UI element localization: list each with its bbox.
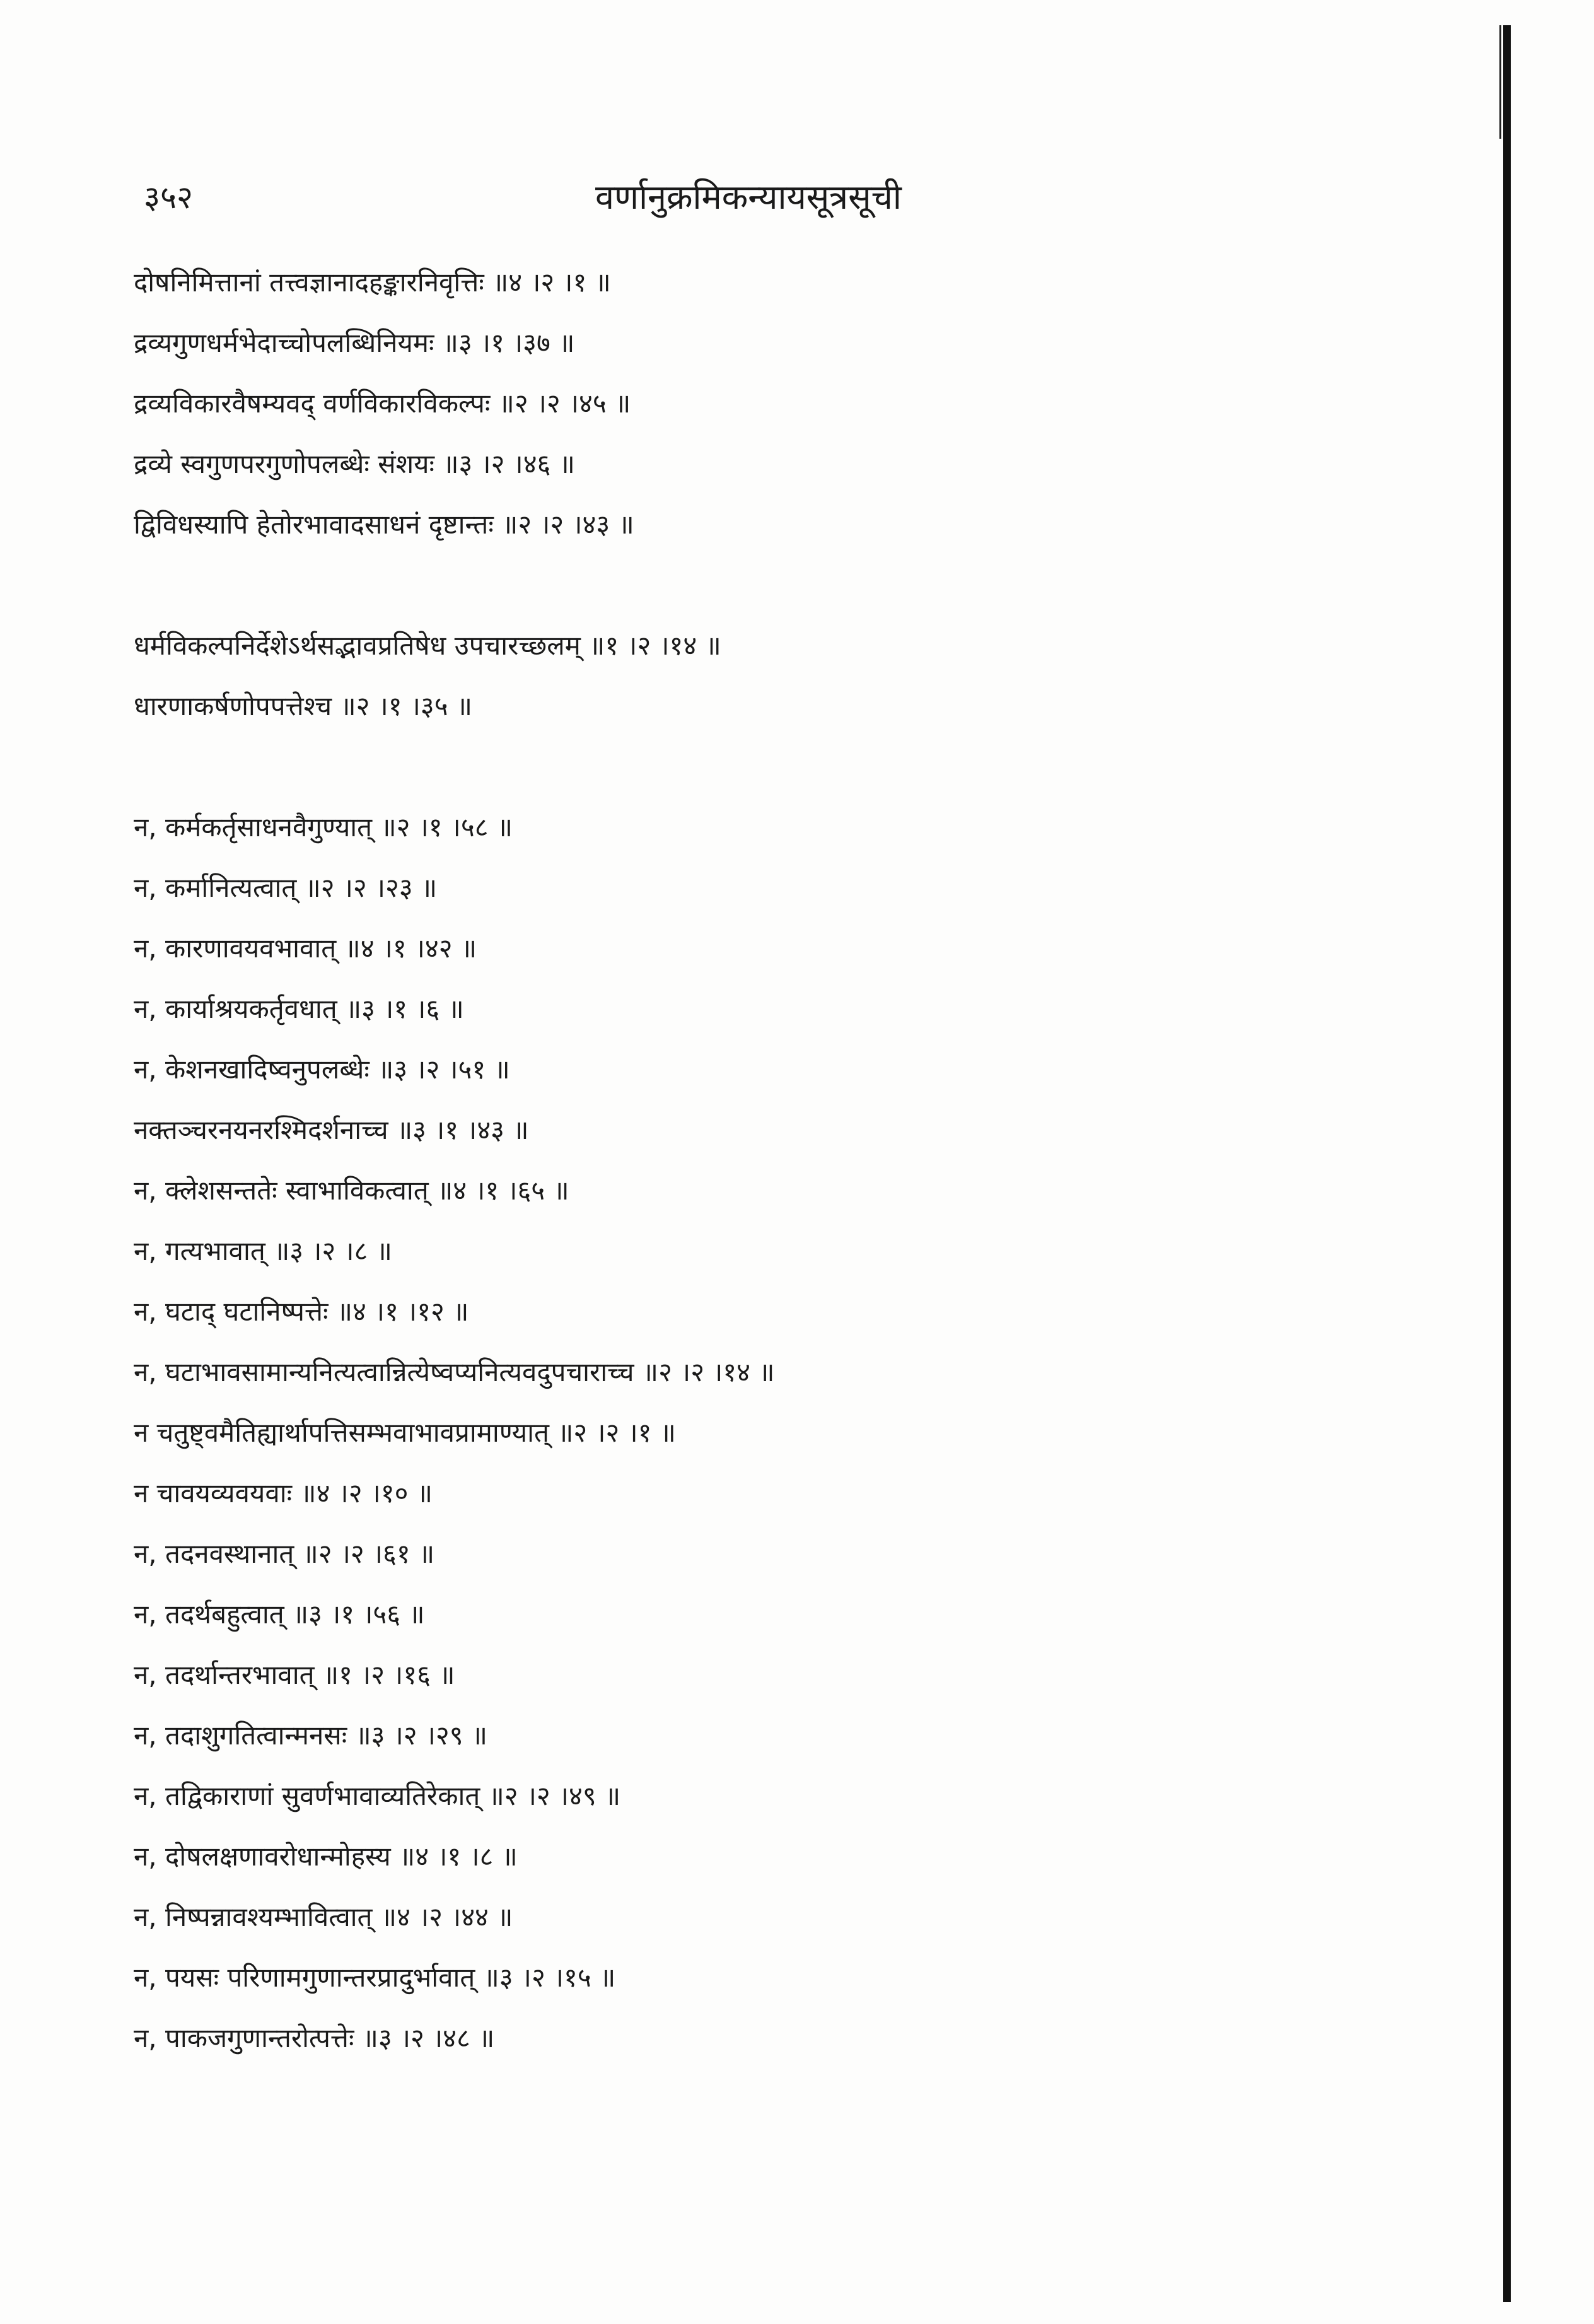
sutra-entry: न, पयसः परिणामगुणान्तरप्रादुर्भावात् ॥३ ।२ ।१५ ॥	[134, 1962, 616, 1993]
sutra-entry: न, कर्मानित्यत्वात् ॥२ ।२ ।२३ ॥	[134, 872, 438, 903]
sutra-entry: न चतुष्ट्वमैतिह्यार्थापत्तिसम्भवाभावप्रामाण्यात् ॥२ ।२ ।१ ॥	[134, 1417, 676, 1448]
sutra-entry: न, निष्पन्नावश्यम्भावित्वात् ॥४ ।२ ।४४ ॥	[134, 1901, 513, 1932]
sutra-entry: नक्तञ्चरनयनरश्मिदर्शनाच्च ॥३ ।१ ।४३ ॥	[134, 1114, 529, 1145]
sutra-entry: न, कारणावयवभावात् ॥४ ।१ ।४२ ॥	[134, 933, 477, 964]
sutra-entry: न, तद्विकाराणां सुवर्णभावाव्यतिरेकात् ॥२ ।२ ।४९ ॥	[134, 1780, 621, 1811]
sutra-entry: न, दोषलक्षणावरोधान्मोहस्य ॥४ ।१ ।८ ॥	[134, 1841, 518, 1872]
sutra-entry: दोषनिमित्तानां तत्त्वज्ञानादहङ्कारनिवृत्तिः ॥४ ।२ ।१ ॥	[134, 267, 611, 298]
sutra-entry: धर्मविकल्पनिर्देशेऽर्थसद्भावप्रतिषेध उपचारच्छलम् ॥१ ।२ ।१४ ॥	[134, 630, 721, 661]
running-head-title: वर्णानुक्रमिकन्यायसूत्रसूची	[595, 177, 902, 217]
sutra-index-list	[134, 252, 1363, 2069]
sutra-entry: द्रव्यगुणधर्मभेदाच्चोपलब्धिनियमः ॥३ ।१ ।३७ ॥	[134, 327, 575, 358]
sutra-entry: न, घटाद् घटानिष्पत्तेः ॥४ ।१ ।१२ ॥	[134, 1296, 469, 1327]
sutra-entry: न, कार्याश्रयकर्तृवधात् ॥३ ।१ ।६ ॥	[134, 993, 464, 1024]
scan-binding-edge-mark	[1499, 25, 1501, 139]
sutra-entry: न, तदर्थबहुत्वात् ॥३ ।१ ।५६ ॥	[134, 1599, 425, 1630]
sutra-entry: न, गत्यभावात् ॥३ ।२ ।८ ॥	[134, 1235, 392, 1266]
sutra-entry: न, क्लेशसन्ततेः स्वाभाविकत्वात् ॥४ ।१ ।६५ ॥	[134, 1175, 569, 1206]
sutra-entry: न, तदनवस्थानात् ॥२ ।२ ।६१ ॥	[134, 1538, 435, 1569]
sutra-entry: न, पाकजगुणान्तरोत्पत्तेः ॥३ ।२ ।४८ ॥	[134, 2023, 495, 2053]
sutra-entry: न, घटाभावसामान्यनित्यत्वान्नित्येष्वप्यनित्यवदुपचाराच्च ॥२ ।२ ।१४ ॥	[134, 1357, 775, 1387]
sutra-entry: न, तदाशुगतित्वान्मनसः ॥३ ।२ ।२९ ॥	[134, 1720, 488, 1751]
sutra-entry: धारणाकर्षणोपपत्तेश्च ॥२ ।१ ।३५ ॥	[134, 691, 473, 721]
scan-binding-edge	[1503, 25, 1511, 2302]
sutra-entry: द्विविधस्यापि हेतोरभावादसाधनं दृष्टान्तः ॥२ ।२ ।४३ ॥	[134, 509, 634, 540]
sutra-entry: न, कर्मकर्तृसाधनवैगुण्यात् ॥२ ।१ ।५८ ॥	[134, 812, 513, 843]
sutra-entry: न, तदर्थान्तरभावात् ॥१ ।२ ।१६ ॥	[134, 1659, 455, 1690]
sutra-entry: द्रव्यविकारवैषम्यवद् वर्णविकारविकल्पः ॥२ ।२ ।४५ ॥	[134, 388, 631, 419]
group-separator	[134, 555, 1363, 616]
sutra-entry: न चावयव्यवयवाः ॥४ ।२ ।१० ॥	[134, 1478, 433, 1509]
sutra-entry: द्रव्ये स्वगुणपरगुणोपलब्धेः संशयः ॥३ ।२ ।४६ ॥	[134, 448, 575, 479]
group-separator	[134, 737, 1363, 797]
page-number: ३५२	[144, 179, 193, 216]
sutra-entry: न, केशनखादिष्वनुपलब्धेः ॥३ ।२ ।५१ ॥	[134, 1054, 510, 1085]
